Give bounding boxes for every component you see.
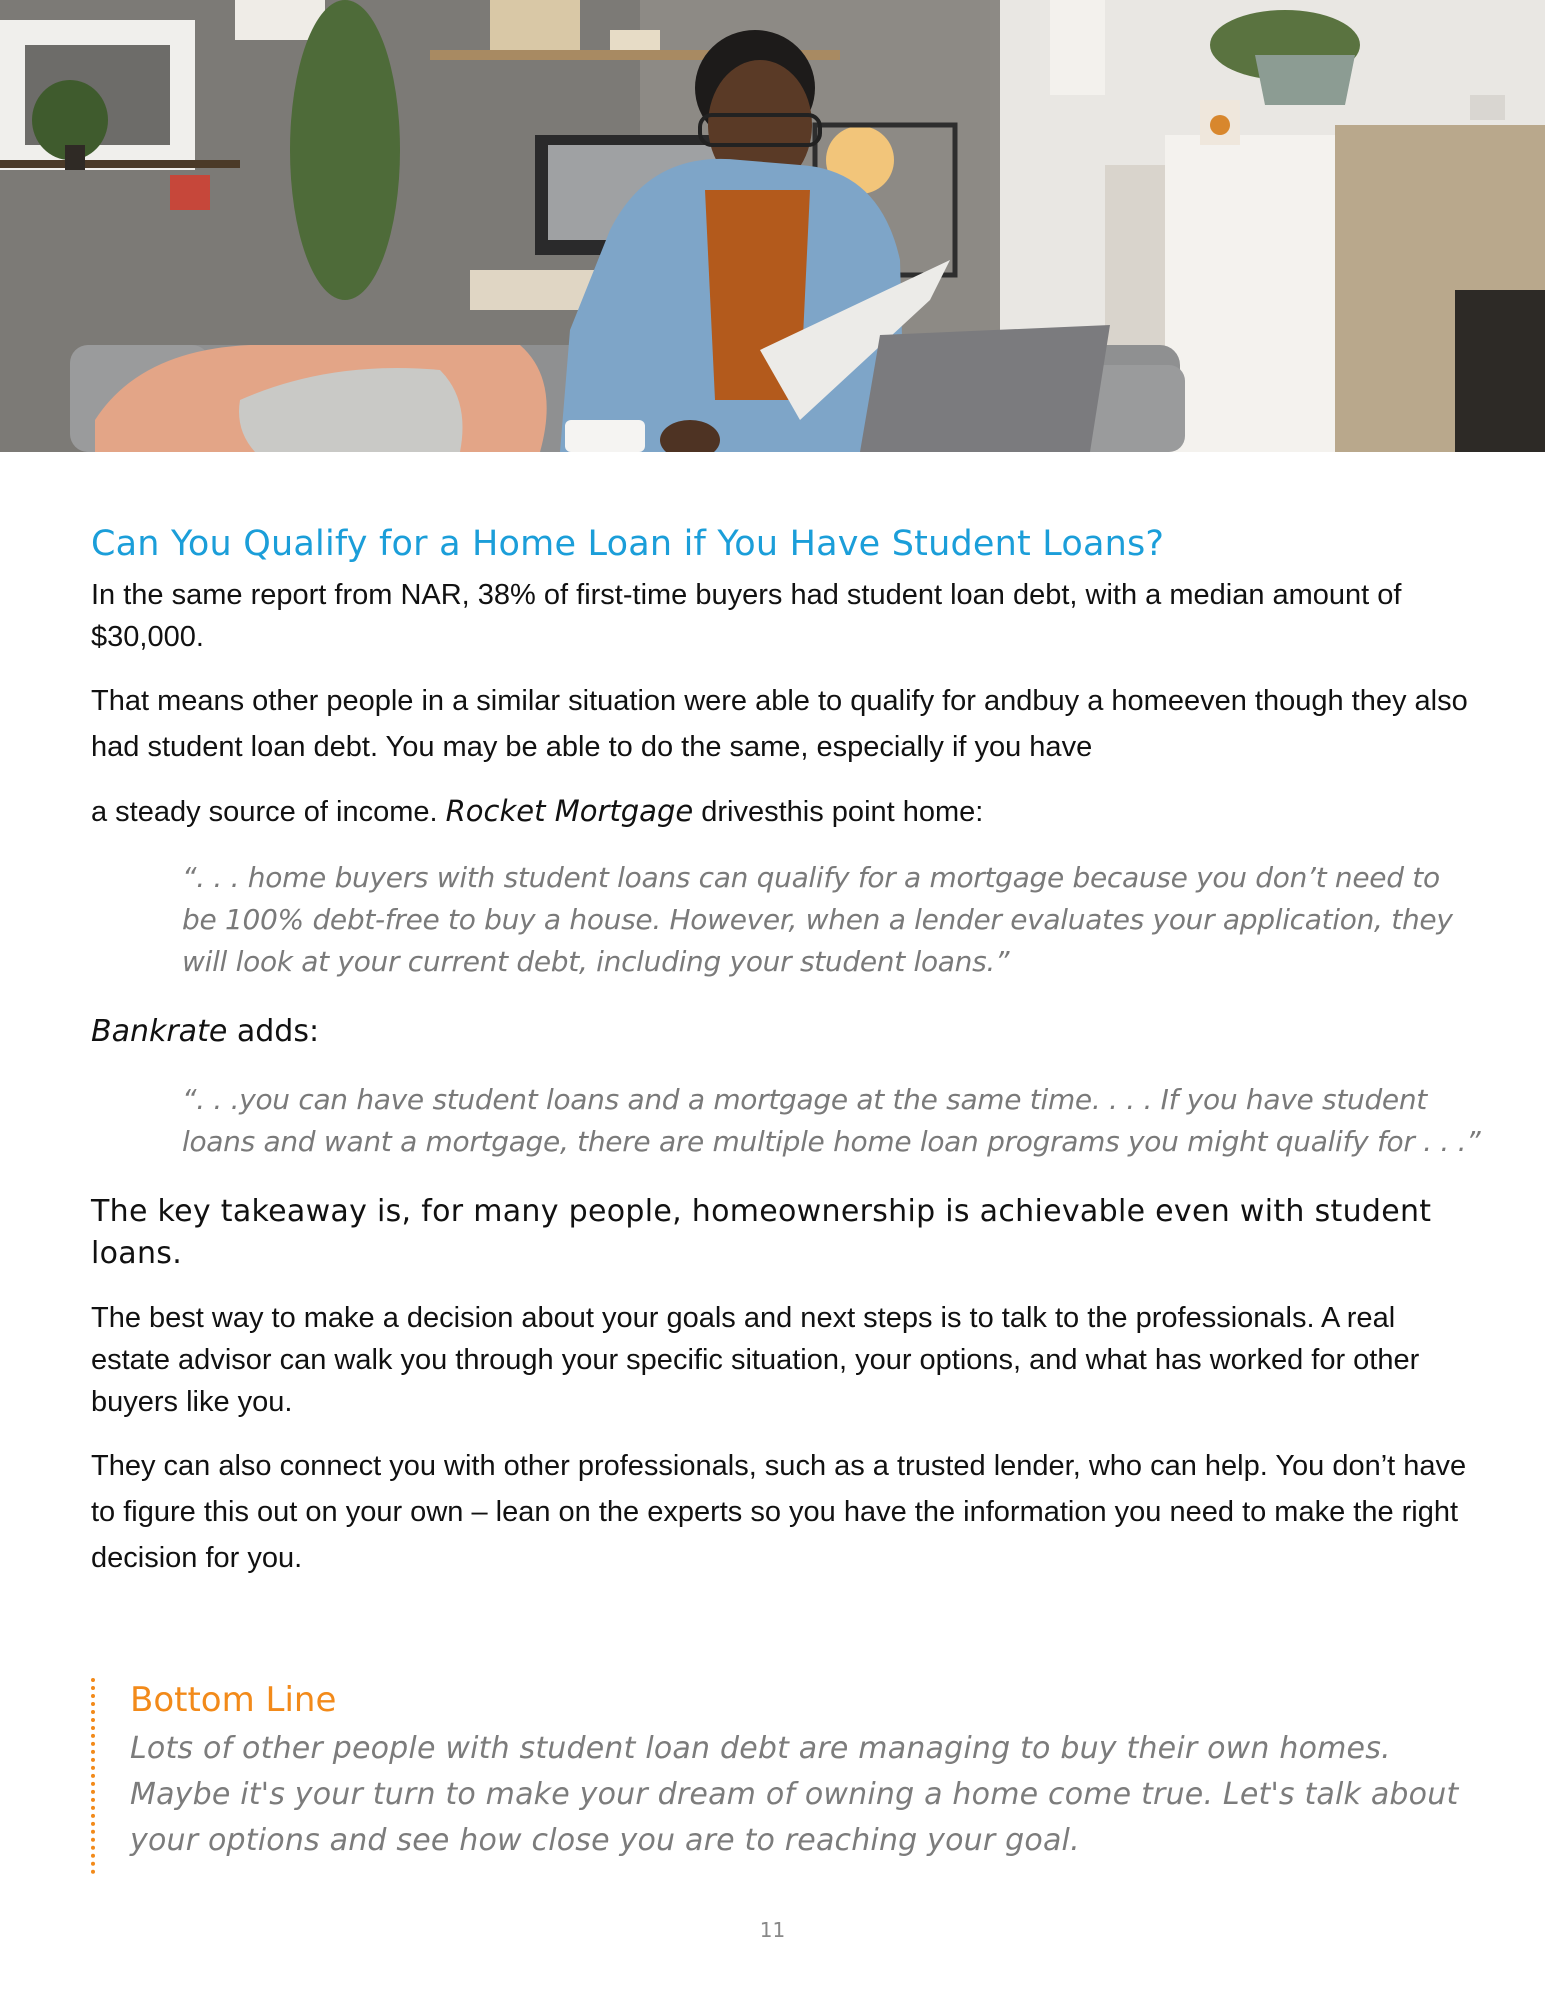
callout-dotted-rule bbox=[91, 1678, 95, 1874]
bottom-line-heading: Bottom Line bbox=[130, 1680, 337, 1720]
paragraph-nar-stat: In the same report from NAR, 38% of first-time buyers had student loan debt, with a median amount of $30,000. bbox=[91, 579, 1402, 653]
page-number: 11 bbox=[759, 1918, 786, 1942]
section-title: Can You Qualify for a Home Loan if You Have Student Loans? bbox=[91, 524, 1165, 564]
income-suffix: drivesthis point home: bbox=[701, 796, 984, 828]
article-content bbox=[91, 522, 1481, 1601]
income-text: a steady source of income. bbox=[91, 796, 438, 828]
quote-bankrate: “. . .you can have student loans and a mortgage at the same time. . . . If you have student loans and want a mortgage, there are multiple home loan programs you might qualify for . . .” bbox=[182, 1083, 1481, 1158]
paragraph-connect-lender: They can also connect you with other professionals, such as a trusted lender, who can help. You don’t have to figure this out on your own – lean on the experts so you have the information you need to make the right decision for you. bbox=[91, 1450, 1467, 1574]
quote-rocket-mortgage: “. . . home buyers with student loans can qualify for a mortgage because you don’t need to be 100% debt-free to buy a house. However, when a lender evaluates your application, they will look at your current debt, including your student loans.” bbox=[182, 861, 1453, 978]
paragraph-talk-to-professionals: The best way to make a decision about your goals and next steps is to talk to the professionals. A real estate advisor can walk you through your specific situation, your options, and what has worked for other buyers like you. bbox=[91, 1302, 1420, 1418]
hero-photo bbox=[0, 0, 1545, 452]
bottom-line-text: Lots of other people with student loan debt are managing to buy their own homes. Maybe it's your turn to make your dream of owning a home come true. Let's talk about your options and see how close you are to reaching your goal. bbox=[130, 1731, 1459, 1858]
paragraph-steady-income bbox=[91, 788, 1481, 835]
paragraph-similar-situation: That means other people in a similar situation were able to qualify for andbuy a homeeven though they also had student loan debt. You may be able to do the same, especially if you have bbox=[91, 685, 1468, 763]
key-takeaway: The key takeaway is, for many people, homeownership is achievable even with student loans. bbox=[91, 1194, 1432, 1271]
bankrate-suffix: adds: bbox=[236, 1014, 320, 1049]
bankrate-lead-in bbox=[91, 1011, 1481, 1053]
source-bankrate: Bankrate bbox=[91, 1014, 228, 1049]
source-rocket-mortgage: Rocket Mortgage bbox=[445, 794, 694, 828]
bottom-line-callout bbox=[91, 1678, 1491, 1874]
